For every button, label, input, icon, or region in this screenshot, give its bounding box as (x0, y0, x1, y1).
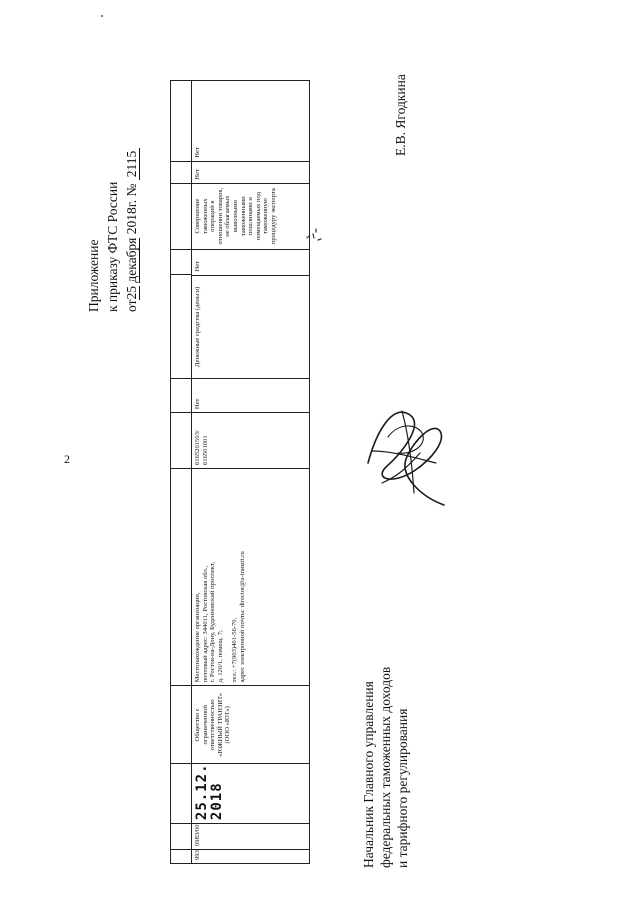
cell-date (192, 763, 309, 823)
stray-marks (304, 226, 326, 248)
appendix-no-sign: № (124, 183, 139, 197)
appendix-order-line (122, 148, 141, 312)
appendix-date-month: декабря (124, 237, 139, 283)
location-line: Местонахождение организации, (194, 592, 201, 683)
signer-title-line3: и тарифного регулирования (395, 708, 410, 868)
appendix-from: от (124, 299, 139, 312)
cell-operations: Совершение таможенных операций в отношении товаров, не облагаемых вывозными таможенными пошлинами и помещаемых под таможенную процедуру экспорта (192, 183, 309, 249)
appendix-date-day: 25 (124, 286, 139, 300)
page-number: 2 (64, 452, 70, 466)
location-phone: тел.: +7(903)401-56-70, (231, 617, 239, 683)
appendix-order-number: 2115 (125, 148, 140, 181)
stray-dot (101, 15, 103, 17)
table-header-row (170, 80, 192, 864)
signer-name: Е.В. Ягодкина (393, 74, 408, 156)
cell-no-3: Нет (192, 161, 309, 183)
appendix-heading (84, 148, 141, 312)
cell-date-year: 2018 (209, 782, 225, 821)
customs-table (170, 80, 310, 864)
cell-location (192, 468, 309, 685)
cell-money: Денежные средства (деньги) (192, 275, 309, 379)
table-row (192, 80, 310, 864)
location-email: адрес электронной почты: director@u-tranzit.ru (238, 551, 246, 683)
cell-index: 993 (192, 849, 309, 863)
cell-no-4: Нет (194, 147, 201, 158)
signer-title (360, 667, 411, 868)
cell-no-2: Нет (192, 249, 309, 275)
appendix-date-year: 2018г. (124, 199, 139, 235)
cell-organization: Общество с ограниченной ответственностью «ЮЖНЫЙ ТРАНЗИТ» (ООО «ЮТ») (192, 685, 309, 763)
cell-no-1: Нет (192, 378, 309, 412)
location-line: д. 120/1, помещ. 7; (216, 630, 224, 683)
handwritten-signature (362, 393, 452, 515)
location-line: г. Ростов-на-Дону, Буденновский проспект, (209, 562, 217, 683)
signer-title-line1: Начальник Главного управления (361, 681, 376, 868)
location-line: почтовый адрес: 344011, Ростовская обл., (201, 565, 209, 683)
cell-date-day: 25.12. (194, 763, 210, 821)
appendix-line2: к приказу ФТС России (105, 181, 120, 312)
signer-title-line2: федеральных таможенных доходов (378, 666, 393, 868)
appendix-line1: Приложение (86, 239, 101, 312)
cell-code: 0983/00 (192, 823, 309, 849)
cell-inn-kpp: 6165201503/ 616501001 (192, 412, 309, 468)
